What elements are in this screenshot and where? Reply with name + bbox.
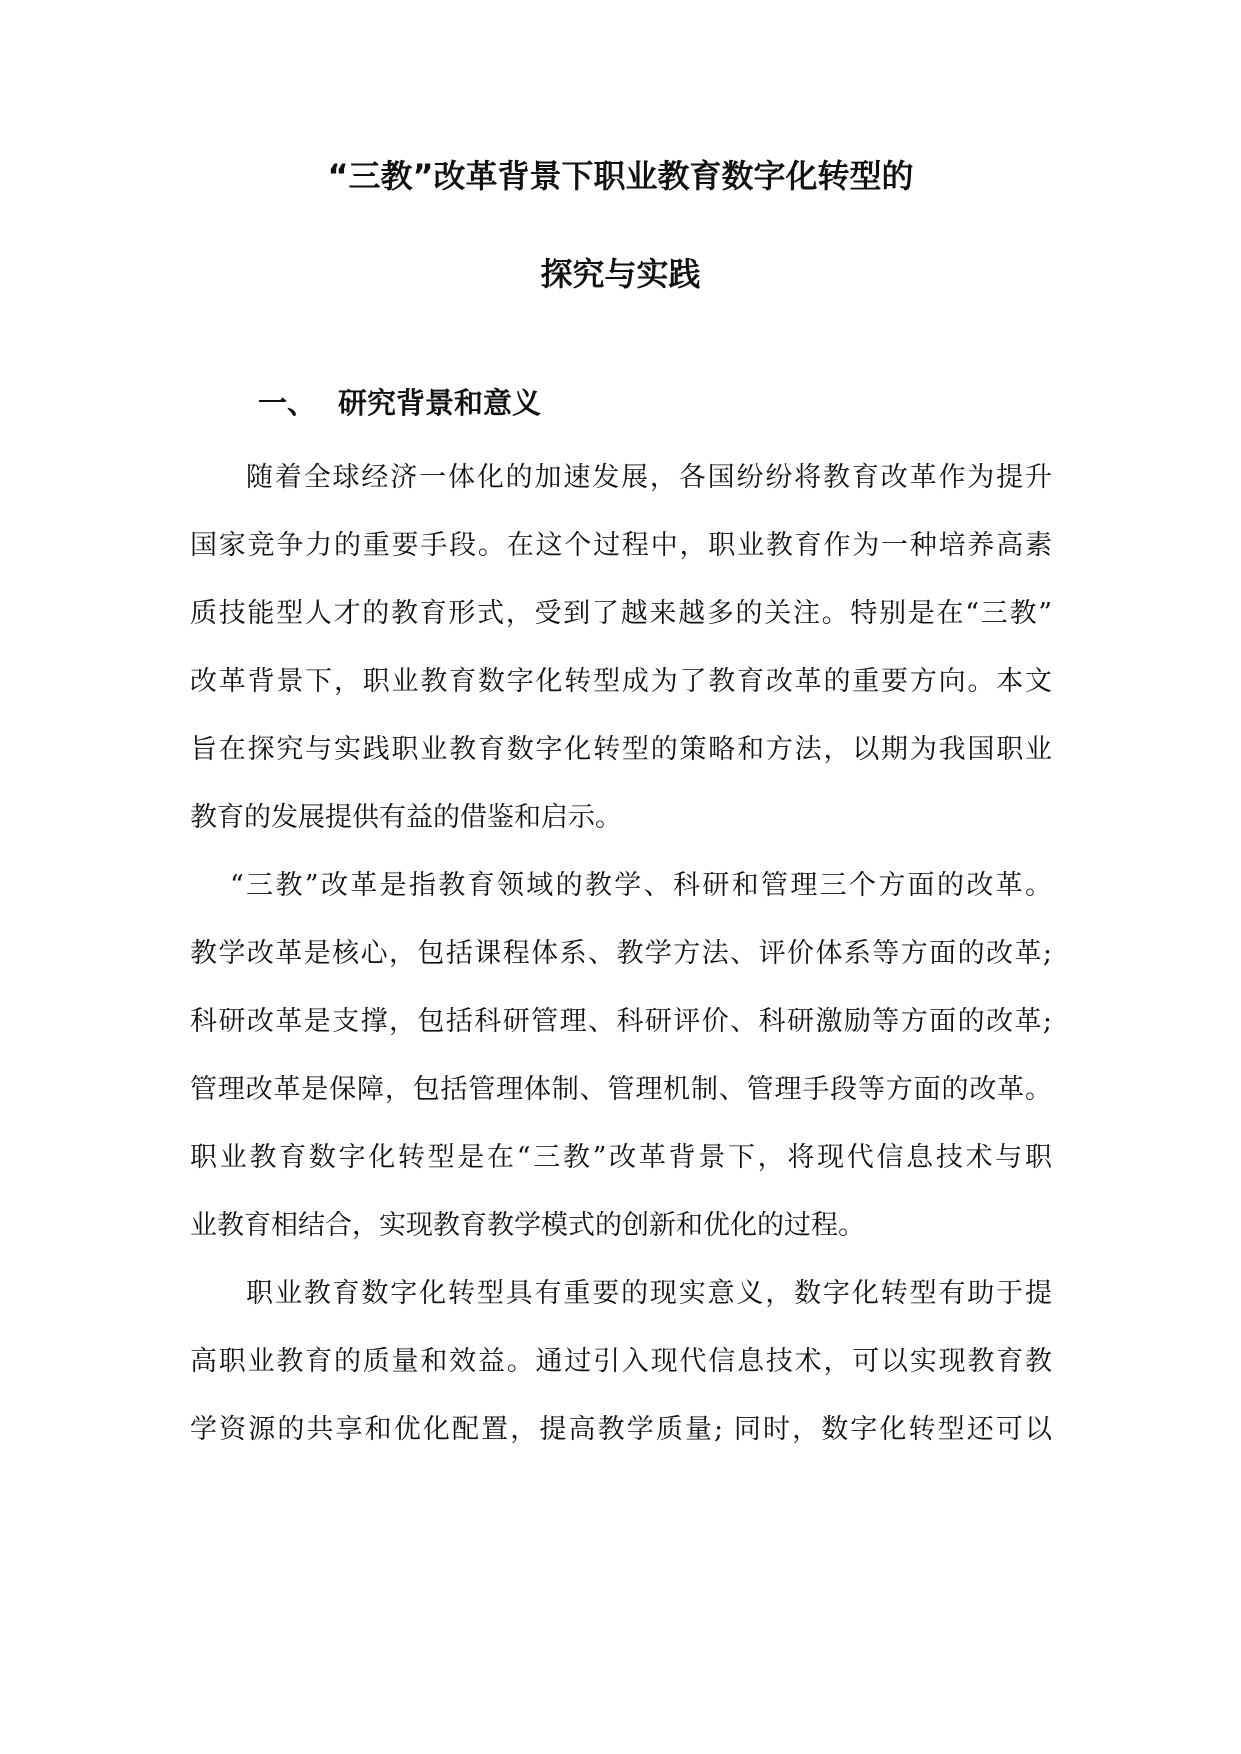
paragraph-2 <box>190 852 1052 1260</box>
paragraph-1 <box>190 444 1052 852</box>
section-heading-text: 研究背景和意义 <box>338 386 542 420</box>
document-title-line-2: 探究与实践 <box>540 255 701 293</box>
paragraph-line: 教育的发展提供有益的借鉴和启示。 <box>190 802 622 833</box>
paragraph-line: 职业教育数字化转型具有重要的现实意义，数字化转型有助于提 <box>246 1278 1052 1309</box>
paragraph-line: 改革背景下，职业教育数字化转型成为了教育改革的重要方向。本文 <box>190 666 1052 697</box>
paragraph-line: 随着全球经济一体化的加速发展，各国纷纷将教育改革作为提升 <box>246 462 1052 493</box>
paragraph-line: 职业教育数字化转型是在“三教”改革背景下，将现代信息技术与职 <box>190 1142 1052 1173</box>
paragraph-line: 业教育相结合，实现教育教学模式的创新和优化的过程。 <box>190 1210 865 1241</box>
paragraph-line: 高职业教育的质量和效益。通过引入现代信息技术，可以实现教育教 <box>190 1346 1052 1377</box>
paragraph-line: 国家竞争力的重要手段。在这个过程中，职业教育作为一种培养高素 <box>190 530 1052 561</box>
section-number: 一、 <box>258 386 317 420</box>
paragraph-line: 科研改革是支撑，包括科研管理、科研评价、科研激励等方面的改革; <box>190 1006 1052 1037</box>
paragraph-line: 学资源的共享和优化配置，提高教学质量; 同时，数字化转型还可以 <box>190 1414 1052 1445</box>
paragraph-line: “三教”改革是指教育领域的教学、科研和管理三个方面的改革。 <box>230 870 1052 901</box>
paragraph-line: 教学改革是核心，包括课程体系、教学方法、评价体系等方面的改革; <box>190 938 1052 969</box>
section-heading <box>258 385 541 421</box>
paragraph-line: 管理改革是保障，包括管理体制、管理机制、管理手段等方面的改革。 <box>190 1074 1052 1105</box>
document-title-line-1: “三教”改革背景下职业教育数字化转型的 <box>327 157 914 195</box>
paragraph-3 <box>190 1260 1052 1464</box>
paragraph-line: 旨在探究与实践职业教育数字化转型的策略和方法，以期为我国职业 <box>190 734 1052 765</box>
paragraph-line: 质技能型人才的教育形式，受到了越来越多的关注。特别是在“三教” <box>190 598 1052 629</box>
